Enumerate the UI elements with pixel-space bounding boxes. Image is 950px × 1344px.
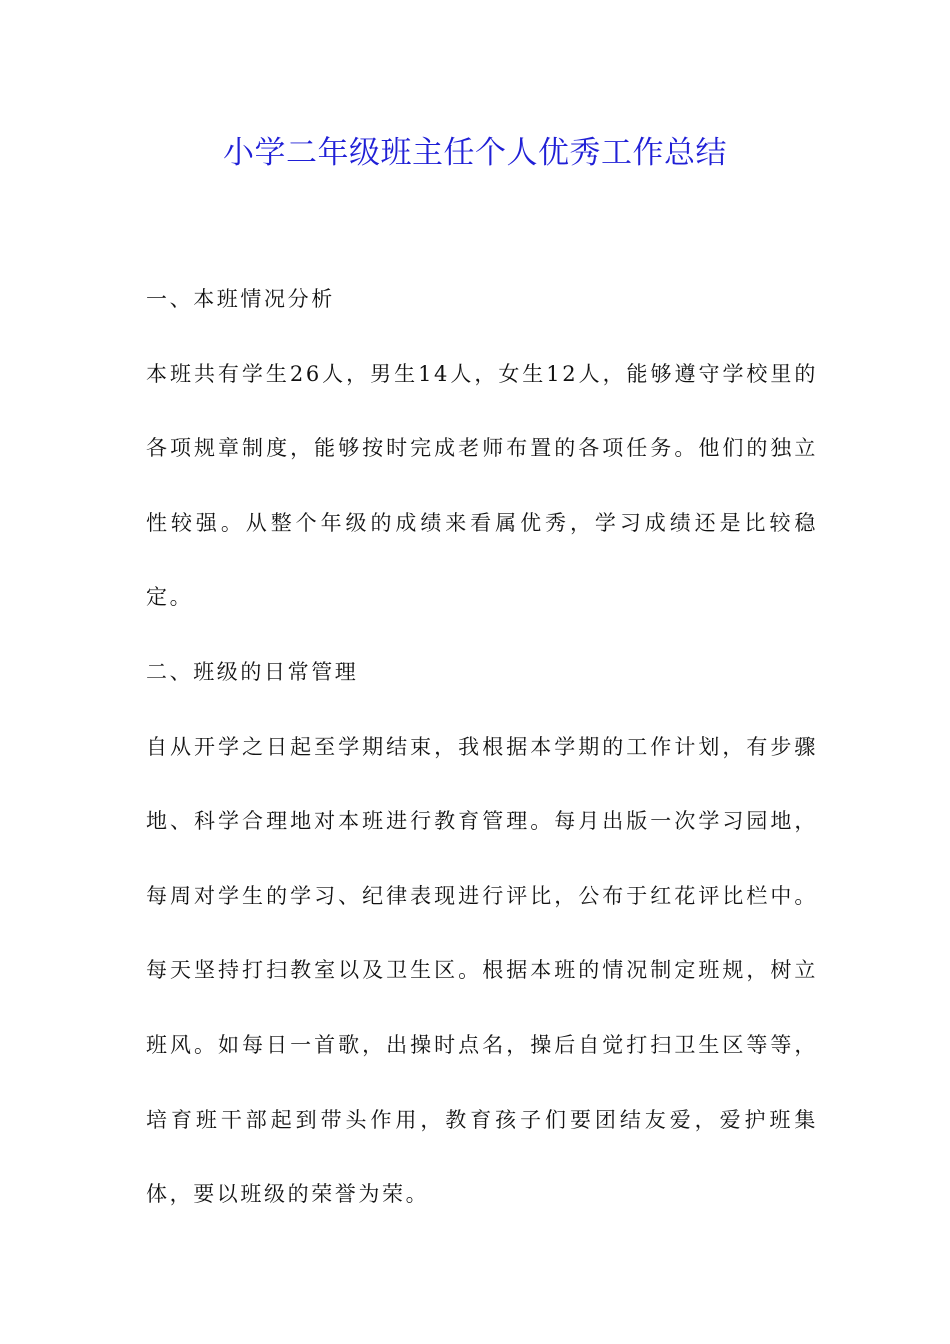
document-body <box>146 262 818 1232</box>
section-paragraph: 自从开学之日起至学期结束，我根据本学期的工作计划，有步骤地、科学合理地对本班进行教育管理。每月出版一次学习园地，每周对学生的学习、纪律表现进行评比，公布于红花评比栏中。每天坚持打扫教室以及卫生区。根据本班的情况制定班规，树立班风。如每日一首歌，出操时点名，操后自觉打扫卫生区等等，培育班干部起到带头作用，教育孩子们要团结友爱，爱护班集体，要以班级的荣誉为荣。 <box>146 734 818 1207</box>
section-heading: 一、本班情况分析 <box>146 287 335 311</box>
section-heading: 二、班级的日常管理 <box>146 659 359 684</box>
section-paragraph: 本班共有学生26人，男生14人，女生12人，能够遵守学校里的各项规章制度，能够按时完成老师布置的各项任务。他们的独立性较强。从整个年级的成绩来看属优秀，学习成绩还是比较稳定。 <box>146 361 818 610</box>
document-title: 小学二年级班主任个人优秀工作总结 <box>223 135 727 171</box>
